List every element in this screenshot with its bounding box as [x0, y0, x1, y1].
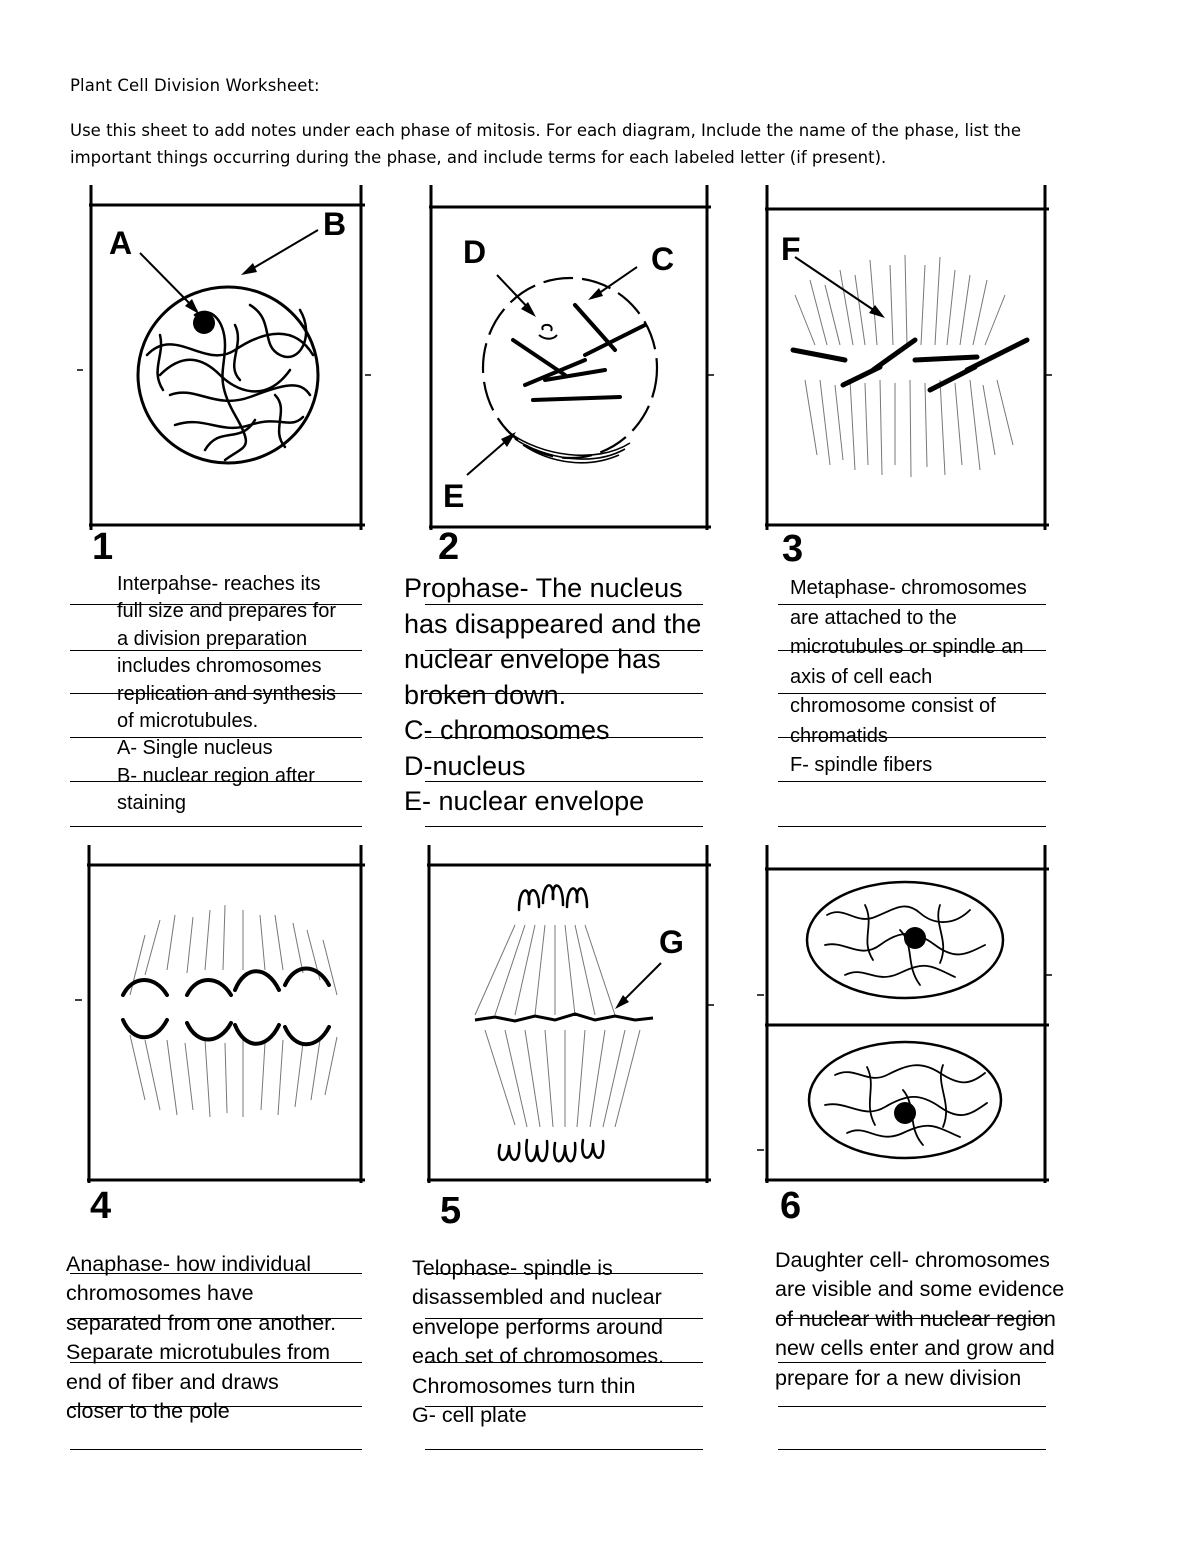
- note-line: disassembled and nuclear: [412, 1285, 662, 1310]
- note-line: nuclear envelope has: [404, 644, 661, 674]
- answer-line: [425, 1318, 703, 1319]
- note-line: B- nuclear region after: [117, 764, 315, 787]
- label-B: B: [323, 206, 347, 242]
- answer-line: [778, 1449, 1046, 1450]
- note-line: G- cell plate: [412, 1403, 527, 1428]
- answer-line: [425, 693, 703, 694]
- answer-line: [425, 826, 703, 827]
- label-D: D: [463, 234, 487, 270]
- answer-line: [778, 826, 1046, 827]
- answer-line: [778, 1362, 1046, 1363]
- note-line: chromosomes have: [66, 1281, 254, 1306]
- answer-line: [70, 1362, 362, 1363]
- answer-line: [425, 604, 703, 605]
- note-line: microtubules or spindle an: [790, 636, 1024, 658]
- answer-line: [70, 1449, 362, 1450]
- note-line: Chromosomes turn thin: [412, 1373, 636, 1398]
- note-line: of microtubules.: [117, 710, 259, 733]
- note-line: new cells enter and grow and: [775, 1336, 1055, 1361]
- anaphase-diagram: [75, 845, 385, 1195]
- diagram-panel-5: [415, 845, 725, 1195]
- note-line: E- nuclear envelope: [404, 786, 645, 816]
- instructions-line-1: Use this sheet to add notes under each phase of mitosis. For each diagram, Include the name of the phase, list the: [70, 121, 1022, 140]
- notes-panel-2: [404, 571, 701, 820]
- metaphase-diagram: [755, 185, 1065, 535]
- notes-panel-6: [775, 1246, 1064, 1393]
- diagram-panel-6: [755, 845, 1065, 1195]
- note-line: of nuclear with nuclear region: [775, 1306, 1056, 1331]
- note-line: broken down.: [404, 679, 567, 710]
- phase-number-6: 6: [780, 1185, 802, 1227]
- telophase-diagram: [415, 845, 725, 1195]
- answer-line: [778, 737, 1046, 738]
- phase-number-3: 3: [782, 528, 804, 570]
- answer-line: [70, 693, 362, 694]
- answer-line: [778, 781, 1046, 782]
- answer-line: [425, 650, 703, 651]
- note-line: Daughter cell- chromosomes: [775, 1248, 1050, 1272]
- answer-line: [70, 1273, 362, 1274]
- note-line: are visible and some evidence: [775, 1277, 1065, 1302]
- label-F: F: [781, 231, 801, 267]
- phase-number-1: 1: [92, 526, 114, 568]
- note-line: Metaphase- chromosomes: [790, 577, 1027, 599]
- label-A: A: [109, 225, 133, 261]
- answer-line: [70, 650, 362, 651]
- answer-line: [778, 604, 1046, 605]
- note-line: includes chromosomes: [117, 655, 322, 678]
- notes-panel-4: [66, 1250, 336, 1426]
- worksheet-title: Plant Cell Division Worksheet:: [70, 76, 320, 95]
- note-line: separated from one another.: [66, 1310, 337, 1335]
- note-line: staining: [117, 792, 186, 815]
- note-line: has disappeared and the: [404, 608, 702, 639]
- phase-number-2: 2: [438, 526, 460, 568]
- phase-number-5: 5: [440, 1190, 462, 1232]
- note-line: F- spindle fibers: [790, 754, 933, 776]
- note-line: A- Single nucleus: [117, 737, 273, 760]
- diagram-panel-2: [415, 185, 725, 535]
- answer-line: [425, 737, 703, 738]
- note-line: closer to the pole: [66, 1399, 230, 1424]
- answer-line: [425, 1406, 703, 1407]
- label-G: G: [659, 924, 684, 960]
- note-line: full size and prepares for: [117, 600, 337, 623]
- instructions: [70, 117, 1150, 171]
- answer-line: [425, 1273, 703, 1274]
- label-E: E: [443, 478, 465, 514]
- answer-line: [70, 604, 362, 605]
- note-line: Anaphase- how individual: [66, 1252, 312, 1276]
- note-line: are attached to the: [790, 606, 957, 629]
- answer-line: [778, 1406, 1046, 1407]
- instructions-line-2: important things occurring during the phase, and include terms for each labeled letter (if present).: [70, 148, 887, 167]
- note-line: Telophase- spindle is: [412, 1256, 613, 1280]
- diagram-panel-4: [75, 845, 385, 1195]
- answer-line: [70, 1406, 362, 1407]
- answer-line: [70, 826, 362, 827]
- note-line: replication and synthesis: [117, 682, 337, 705]
- answer-line: [70, 781, 362, 782]
- answer-line: [778, 650, 1046, 651]
- answer-line: [778, 1318, 1046, 1319]
- answer-line: [425, 781, 703, 782]
- phase-number-4: 4: [90, 1185, 112, 1227]
- answer-line: [425, 1449, 703, 1450]
- answer-line: [778, 693, 1046, 694]
- diagram-panel-3: [755, 185, 1065, 535]
- note-line: prepare for a new division: [775, 1365, 1022, 1390]
- answer-line: [70, 737, 362, 738]
- daughter-cells-diagram: [755, 845, 1065, 1195]
- note-line: D-nucleus: [404, 750, 526, 781]
- note-line: chromatids: [790, 724, 888, 747]
- note-line: end of fiber and draws: [66, 1369, 279, 1394]
- prophase-diagram: [415, 185, 725, 535]
- note-line: Separate microtubules from: [66, 1340, 331, 1365]
- interphase-diagram: [75, 185, 385, 535]
- answer-line: [425, 1362, 703, 1363]
- note-line: chromosome consist of: [790, 695, 996, 717]
- note-line: axis of cell each: [790, 665, 933, 688]
- note-line: C- chromosomes: [404, 715, 610, 745]
- note-line: envelope performs around: [412, 1314, 663, 1339]
- note-line: a division preparation: [117, 627, 308, 650]
- answer-line: [70, 1318, 362, 1319]
- note-line: Interpahse- reaches its: [117, 573, 321, 595]
- label-C: C: [651, 241, 675, 277]
- note-line: Prophase- The nucleus: [404, 573, 683, 603]
- diagram-panel-1: [75, 185, 385, 535]
- note-line: each set of chromosomes.: [412, 1344, 665, 1369]
- notes-panel-5: [412, 1254, 664, 1430]
